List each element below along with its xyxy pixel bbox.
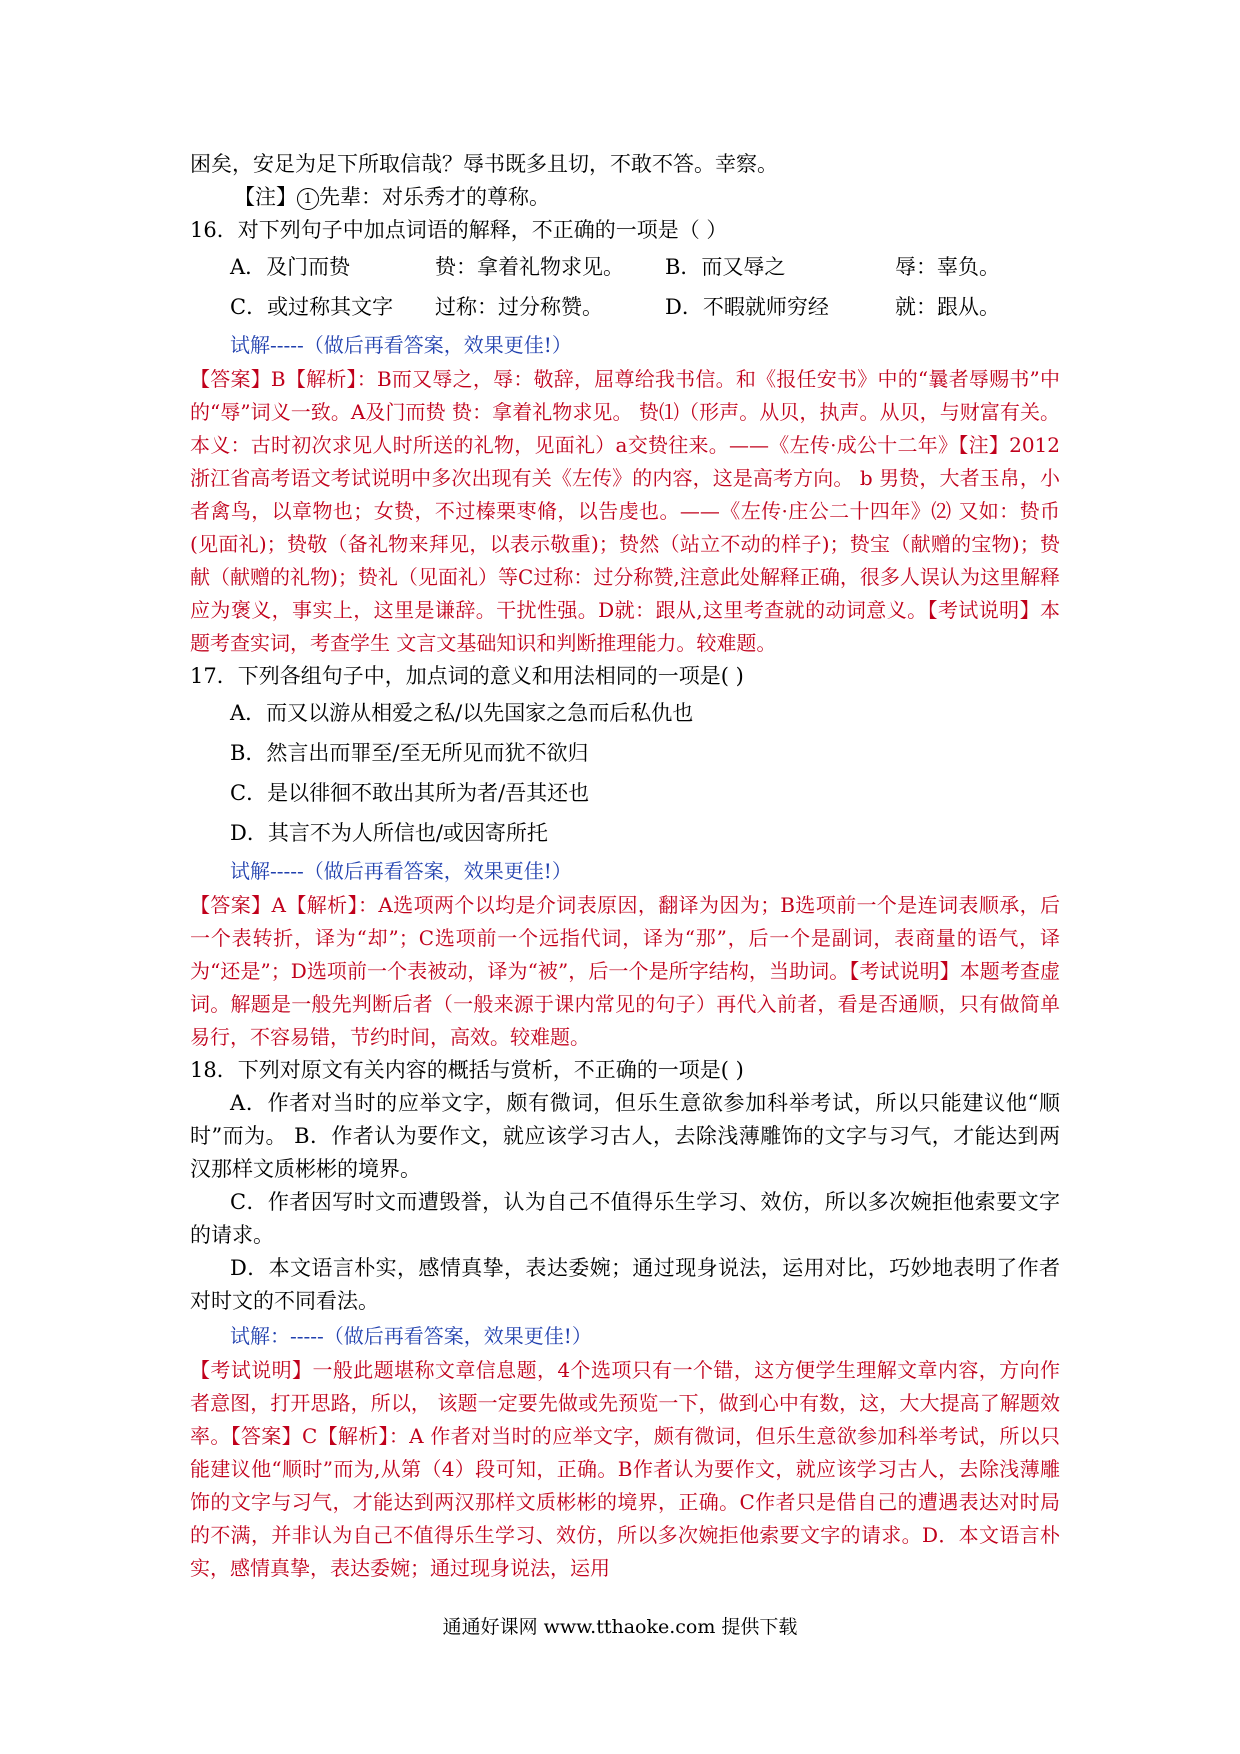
note-line: [190, 181, 1060, 214]
question-18-stem: 18．下列对原文有关内容的概括与赏析，不正确的一项是( ): [190, 1058, 744, 1082]
option-c-gloss: 过称：过分称赞。: [435, 295, 603, 319]
question-18-option-c: C．作者因写时文而遭毁誉，认为自己不值得乐生学习、效仿，所以多次婉拒他索要文字的请求。: [190, 1190, 1060, 1247]
question-16-stem: 16．对下列句子中加点词语的解释，不正确的一项是（ ）: [190, 218, 728, 242]
option-a: A．及门而贽: [230, 255, 351, 279]
question-18-answer: 【考试说明】一般此题堪称文章信息题，4个选项只有一个错，这方便学生理解文章内容，方向作者意图，打开思路，所以， 该题一定要先做或先预览一下，做到心中有数，这，大大提高了解题效率。【答案】C【解析】：A 作者对当时的应举文字，颇有微词，但乐生意欲参加科举考试，所以只能建议他“顺时”而为,从第（4）段可知，正确。B作者认为要作文，就应该学习古人，去除浅薄雕饰的文字与习气，才能达到两汉那样文质彬彬的境界，正确。C作者只是借自己的遭遇表达对时局的不满，并非认为自己不值得乐生学习、效仿，所以多次婉拒他索要文字的请求。D．本文语言朴实，感情真挚，表达委婉；通过现身说法，运用: [190, 1358, 1060, 1580]
option-d-gloss: 就：跟从。: [895, 295, 1000, 319]
option-b: B．而又辱之: [665, 255, 786, 279]
document-body: [190, 148, 1060, 1585]
question-18-option-d: D．本文语言朴实，感情真挚，表达委婉；通过现身说法，运用对比，巧妙地表明了作者对时文的不同看法。: [190, 1256, 1060, 1313]
question-18-option-ab: A．作者对当时的应举文字，颇有微词，但乐生意欲参加科举考试，所以只能建议他“顺时”而为。 B．作者认为要作文，就应该学习古人，去除浅薄雕饰的文字与习气，才能达到两汉那样文质彬彬的境界。: [190, 1091, 1060, 1181]
note-prefix: 【注】: [234, 185, 297, 209]
option-b-gloss: 辱：辜负。: [895, 255, 1000, 279]
question-17-option-a: A．而又以游从相爱之私/以先国家之急而后私仇也: [230, 701, 694, 725]
question-17-stem: 17．下列各组句子中，加点词的意义和用法相同的一项是( ): [190, 664, 744, 688]
question-17-hint: 试解-----（做后再看答案，效果更佳!）: [230, 859, 572, 883]
question-16-options-row-2: [190, 287, 1060, 327]
option-d: D．不暇就师穷经: [665, 295, 829, 319]
question-16-answer: 【答案】B【解析】：B而又辱之，辱：敬辞，屈尊给我书信。和《报任安书》中的“曩者辱赐书”中的“辱”词义一致。A及门而贽 贽：拿着礼物求见。 贽⑴（形声。从贝，执声。从贝，与财富有关。本义：古时初次求见人时所送的礼物，见面礼）a交贽往来。——《左传·成公十二年》【注】2012浙江省高考语文考试说明中多次出现有关《左传》的内容，这是高考方向。 b 男贽，大者玉帛，小者禽鸟，以章物也；女贽，不过榛栗枣脩，以告虔也。——《左传·庄公二十四年》⑵ 又如：贽币(见面礼)；贽敬（备礼物来拜见，以表示敬重)；贽然（站立不动的样子)；贽宝（献赠的宝物)；贽献（献赠的礼物)；贽礼（见面礼）等C过称：过分称赞,注意此处解释正确，很多人误认为这里解释应为褒义，事实上，这里是谦辞。干扰性强。D就：跟从,这里考查就的动词意义。【考试说明】本题考查实词，考查学生 文言文基础知识和判断推理能力。较难题。: [190, 367, 1060, 655]
question-16-hint: 试解-----（做后再看答案，效果更佳!）: [230, 333, 572, 357]
question-17-answer: 【答案】A【解析】：A选项两个以均是介词表原因，翻译为因为；B选项前一个是连词表顺承，后一个表转折，译为“却”；C选项前一个远指代词，译为“那”，后一个是副词，表商量的语气，译为“还是”；D选项前一个表被动，译为“被”，后一个是所字结构，当助词。【考试说明】本题考查虚词。解题是一般先判断后者（一般来源于课内常见的句子）再代入前者，看是否通顺，只有做简单易行，不容易错，节约时间，高效。较难题。: [190, 893, 1060, 1049]
page-footer: 通通好课网 www.tthaoke.com 提供下载: [442, 1616, 798, 1638]
question-17-option-c: C．是以徘徊不敢出其所为者/吾其还也: [230, 781, 590, 805]
question-18-hint: 试解：-----（做后再看答案，效果更佳!）: [230, 1324, 592, 1348]
note-text: 先辈：对乐秀才的尊称。: [319, 185, 550, 209]
question-17-option-b: B．然言出而罪至/至无所见而犹不欲归: [230, 741, 589, 765]
option-a-gloss: 贽：拿着礼物求见。: [435, 255, 624, 279]
question-16-options-row-1: [190, 247, 1060, 287]
circled-one-icon: 1: [297, 188, 319, 210]
passage-last-line: 困矣，安足为足下所取信哉？辱书既多且切，不敢不答。幸察。: [190, 152, 778, 176]
question-17-option-d: D．其言不为人所信也/或因寄所托: [230, 821, 548, 845]
option-c: C．或过称其文字: [230, 295, 394, 319]
